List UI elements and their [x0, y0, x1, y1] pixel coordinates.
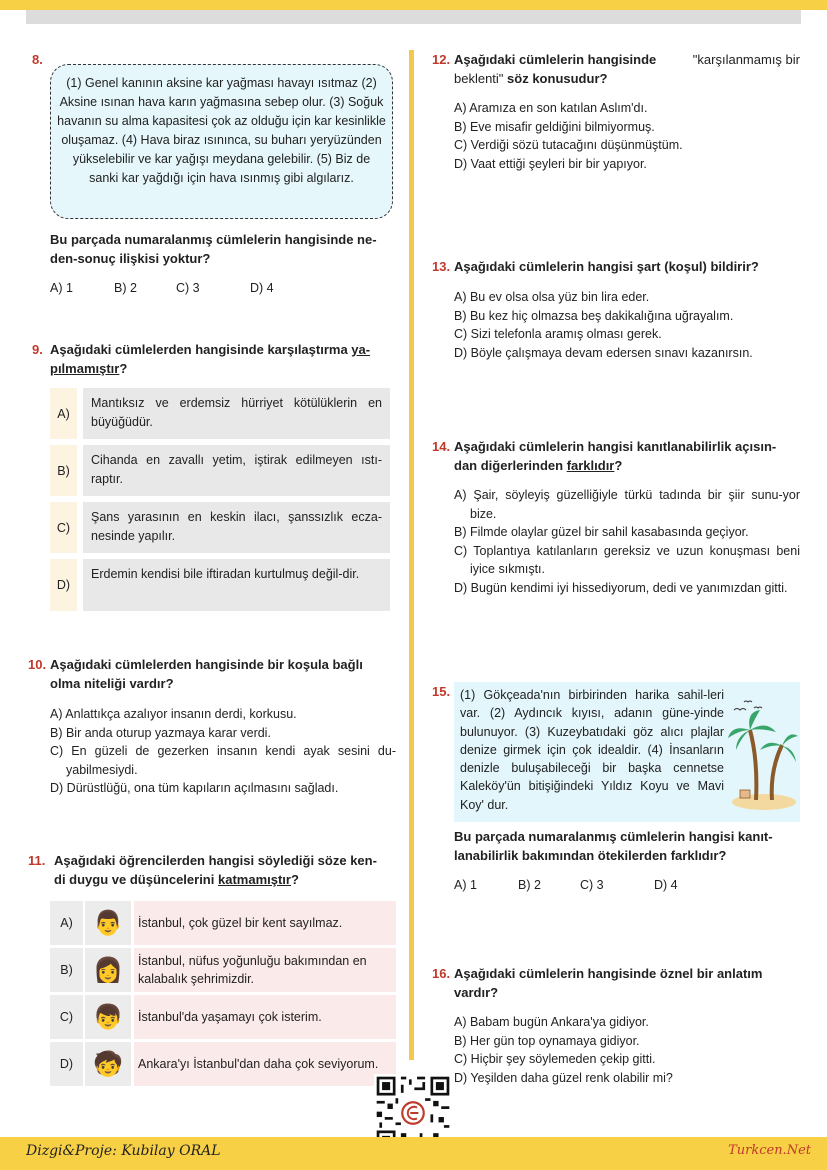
top-grey-bar [26, 10, 801, 24]
q8-stem-line2: den-sonuç ilişkisi yoktur? [50, 250, 211, 266]
q10-option-d[interactable]: D) Dürüstlüğü, ona tüm kapıların açılmasını sağladı. [50, 781, 339, 795]
q14-stem-line2: dan diğerlerinden [454, 457, 567, 473]
column-divider [409, 50, 414, 1060]
q9-option-b-text: Cihanda en zavallı yetim, iştirak edilmeyen ıstı-raptır. [83, 445, 390, 496]
q12-options [454, 99, 800, 173]
q8-passage: (1) Genel kanının aksine kar yağması havayı ısıtmaz (2) Aksine ısınan hava karın yağmasına sebep olur. (3) Soğuk havanın su alma kapasitesi çok az olduğu için kar kesinlikle oluşamaz. (4) Hava biraz ısınınca, su buharı yeryüzünden yükselebilir ve kar yağışı meydana gelebilir. (5) Biz de sanki kar yağdığı için hava ısınmış gibi algılarız. [57, 76, 386, 185]
q11-option-d-label: D) [50, 1042, 83, 1086]
q16-option-b[interactable]: B) Her gün top oynamaya gidiyor. [454, 1033, 640, 1048]
q13-option-d[interactable]: D) Böyle çalışmaya devam edersen sınavı kazanırsın. [454, 345, 753, 360]
q9-stem [50, 341, 400, 378]
student-woman-icon: 👩 [85, 948, 131, 992]
q16-number: 16. [432, 966, 451, 981]
q8-stem [50, 231, 400, 268]
footer-bar [0, 1137, 827, 1170]
q11-option-c-label: C) [50, 995, 83, 1039]
q9-option-c[interactable] [50, 502, 390, 553]
q14-stem [454, 438, 800, 475]
q9-option-d[interactable] [50, 559, 390, 611]
q11-stem-line1: Aşağıdaki öğrencilerden hangisi söylediği söze ken- [54, 853, 377, 868]
top-yellow-bar [0, 0, 827, 10]
q11-option-c-text: İstanbul'da yaşamayı çok isterim. [134, 995, 396, 1039]
q14-option-c[interactable]: C) Toplantıya katılanların gereksiz ve uzun konuşması beni iyice sıkmıştı. [454, 543, 800, 576]
q8-passage-cloud [50, 64, 393, 219]
q9-number: 9. [32, 342, 43, 357]
q12-option-b[interactable]: B) Eve misafir geldiğini bilmiyormuş. [454, 119, 655, 134]
q9-stem-line2-end: ? [119, 360, 128, 376]
q8-option-a[interactable]: A) 1 [50, 281, 73, 295]
q13-option-c[interactable]: C) Sizi telefonla aramış olması gerek. [454, 327, 662, 341]
footer-credit: Dizgi&Proje: Kubilay ORAL [26, 1143, 221, 1159]
q16-option-c[interactable]: C) Hiçbir şey söylemeden çekip gitti. [454, 1052, 656, 1066]
q11-number: 11. [28, 853, 46, 868]
q16-option-a[interactable]: A) Babam bugün Ankara'ya gidiyor. [454, 1015, 649, 1029]
q12-option-c[interactable]: C) Verdiği sözü tutacağını düşünmüştüm. [454, 138, 683, 152]
q10-stem-line2: olma niteliği vardır? [50, 675, 174, 691]
q8-stem-line1: Bu parçada numaralanmış cümlelerin hangisinde ne- [50, 232, 377, 247]
footer-brand-logo[interactable]: Turkcen.Net [728, 1143, 811, 1158]
q11-option-a-text: İstanbul, çok güzel bir kent sayılmaz. [134, 901, 396, 945]
q9-option-b[interactable] [50, 445, 390, 496]
q11-option-d[interactable] [50, 1042, 396, 1086]
q16-stem-line2: vardır? [454, 984, 499, 1000]
q14-option-b[interactable]: B) Filmde olaylar güzel bir sahil kasabasında geçiyor. [454, 525, 749, 539]
q13-options [454, 288, 800, 362]
q15-number: 15. [432, 684, 451, 699]
q15-option-b[interactable]: B) 2 [518, 878, 541, 892]
q9-stem-line2-underlined: pılmamıştır [50, 360, 120, 376]
q12-number: 12. [432, 52, 451, 67]
q14-number: 14. [432, 439, 451, 454]
q15-passage-box [454, 682, 800, 822]
q12-stem-line2: söz konusudur? [503, 70, 608, 86]
q12-stem [454, 51, 800, 88]
q9-option-a[interactable] [50, 388, 390, 439]
q8-option-b[interactable]: B) 2 [114, 281, 137, 295]
q15-option-c[interactable]: C) 3 [580, 878, 604, 892]
q12-stem-quote: "karşılanmamış bir [692, 52, 800, 67]
q9-option-a-label: A) [50, 388, 77, 439]
q9-stem-line1-underlined: ya- [351, 342, 371, 357]
q15-stem [454, 828, 800, 865]
q10-options [50, 705, 396, 798]
q15-stem-line1: Bu parçada numaralanmış cümlelerin hangisi kanıt- [454, 829, 773, 844]
q13-option-a[interactable]: A) Bu ev olsa olsa yüz bin lira eder. [454, 290, 650, 304]
q9-stem-line1: Aşağıdaki cümlelerden hangisinde karşılaştırma [50, 342, 352, 357]
q16-option-d[interactable]: D) Yeşilden daha güzel renk olabilir mi? [454, 1070, 673, 1085]
q9-option-c-label: C) [50, 502, 77, 553]
q10-number: 10. [28, 657, 47, 672]
q12-option-d[interactable]: D) Vaat ettiği şeyleri bir bir yapıyor. [454, 156, 647, 171]
q10-stem-line1: Aşağıdaki cümlelerden hangisinde bir koşula bağlı [50, 657, 363, 672]
q11-option-a-label: A) [50, 901, 83, 945]
q11-option-b[interactable] [50, 948, 396, 992]
q15-passage: (1) Gökçeada'nın birbirinden harika sahil-leri var. (2) Aydıncık kıyısı, adanın güne-yinde bulunuyor. (3) Kuzeybatıdaki göz alıcı plajlar denize girmek için çok idealdir. (4) İnsanların denizle buluşabileceği bir başka cennetse Kaleköy'ün bitişiğindeki Yıldız Koyu ve Mavi Koy' dur. [460, 688, 724, 812]
q12-option-a[interactable]: A) Aramıza en son katılan Aslım'dı. [454, 101, 648, 115]
q16-options [454, 1013, 800, 1087]
q8-option-d[interactable]: D) 4 [250, 281, 274, 295]
student-child-icon: 🧒 [85, 1042, 131, 1086]
q14-option-d[interactable]: D) Bugün kendimi iyi hissediyorum, dedi ve yanımızdan gitti. [454, 580, 788, 595]
student-man-icon: 👨 [85, 901, 131, 945]
q14-option-a[interactable]: A) Şair, söyleyiş güzelliğiyle türkü tadında bir şiir sunu-yor bize. [454, 488, 800, 521]
q14-stem-line1: Aşağıdaki cümlelerin hangisi kanıtlanabilirlik açısın- [454, 439, 777, 454]
q9-option-d-label: D) [50, 559, 77, 611]
q13-number: 13. [432, 259, 451, 274]
q8-option-c[interactable]: C) 3 [176, 281, 200, 295]
q16-stem [454, 965, 800, 1002]
q11-stem [54, 852, 400, 889]
q14-stem-line2-end: ? [614, 457, 623, 473]
q10-option-c[interactable]: C) En güzeli de gezerken insanın kendi ayak sesini du-yabilmesiydi. [50, 744, 396, 777]
q12-stem-quote-end: beklenti" [454, 70, 504, 86]
q11-option-b-label: B) [50, 948, 83, 992]
q14-options [454, 486, 800, 597]
q9-option-b-label: B) [50, 445, 77, 496]
q13-option-b[interactable]: B) Bu kez hiç olmazsa beş dakikalığına uğrayalım. [454, 308, 734, 323]
palm-island-icon [726, 690, 798, 815]
q11-option-d-text: Ankara'yı İstanbul'dan daha çok seviyorum. [134, 1042, 396, 1086]
q11-stem-line2-underlined: katmamıştır [217, 871, 291, 887]
student-boy-icon: 👦 [85, 995, 131, 1039]
q11-stem-line2: di duygu ve düşüncelerini [54, 871, 218, 887]
q8-number: 8. [32, 52, 43, 67]
q12-stem-line1: Aşağıdaki cümlelerin hangisinde [454, 52, 657, 67]
q10-stem [50, 656, 400, 693]
q15-option-d[interactable]: D) 4 [654, 878, 678, 892]
q10-option-b[interactable]: B) Bir anda oturup yazmaya karar verdi. [50, 725, 271, 740]
q11-option-a[interactable] [50, 901, 396, 945]
q11-option-b-text: İstanbul, nüfus yoğunluğu bakımından en kalabalık şehrimizdir. [134, 948, 396, 992]
q9-option-a-text: Mantıksız ve erdemsiz hürriyet kötülüklerin en büyüğüdür. [83, 388, 390, 439]
q14-stem-line2-underlined: farklıdır [566, 457, 615, 473]
q11-option-c[interactable] [50, 995, 396, 1039]
q9-option-d-text: Erdemin kendisi bile iftiradan kurtulmuş değil-dir. [83, 559, 390, 611]
q15-stem-line2: lanabilirlik bakımından ötekilerden farklıdır? [454, 847, 727, 863]
q13-stem: Aşağıdaki cümlelerin hangisi şart (koşul) bildirir? [454, 259, 759, 274]
q16-stem-line1: Aşağıdaki cümlelerin hangisinde öznel bir anlatım [454, 966, 763, 981]
q11-stem-line2-end: ? [290, 871, 299, 887]
q15-option-a[interactable]: A) 1 [454, 878, 477, 892]
q9-option-c-text: Şans yarasının en keskin ilacı, şanssızlık ecza-nesinde yapılır. [83, 502, 390, 553]
q10-option-a[interactable]: A) Anlattıkça azalıyor insanın derdi, korkusu. [50, 707, 297, 721]
